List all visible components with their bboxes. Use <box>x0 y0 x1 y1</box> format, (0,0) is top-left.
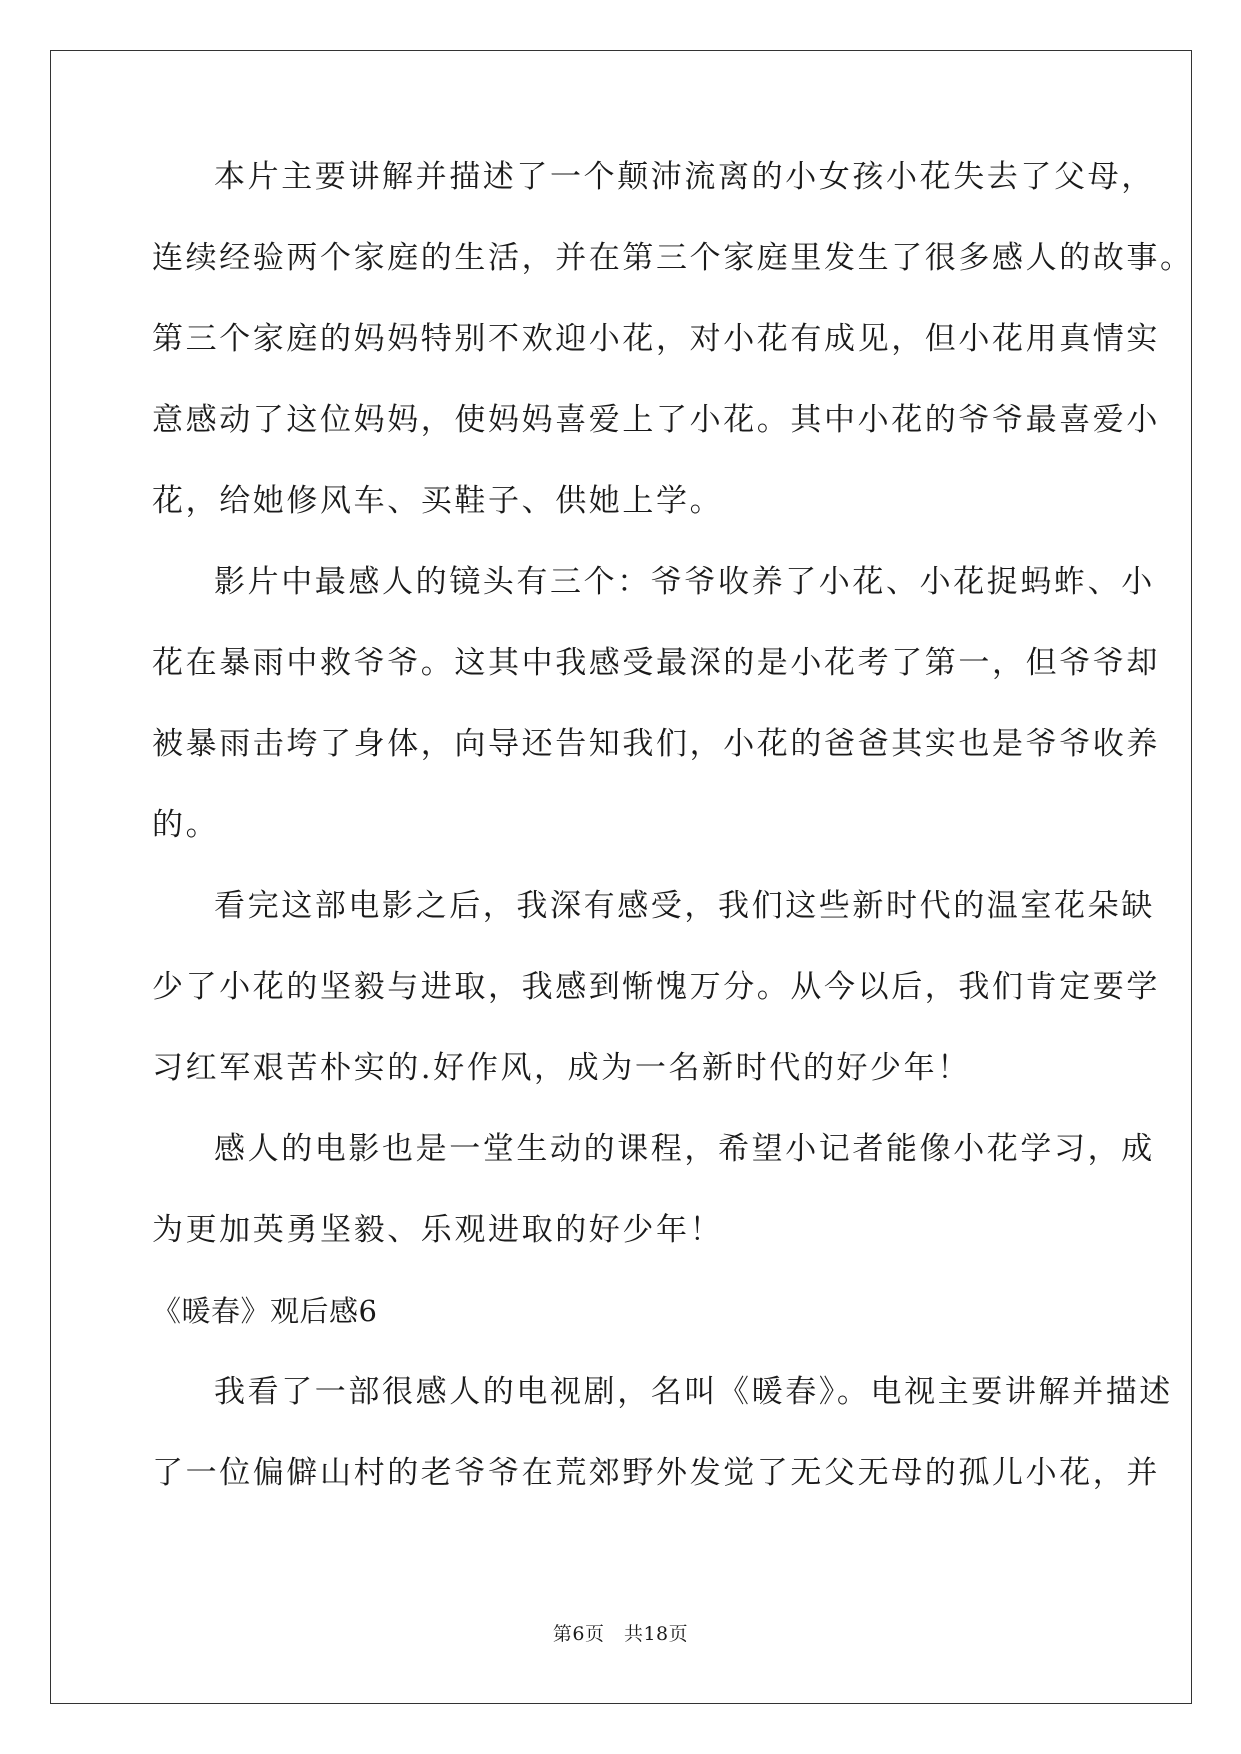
text-line: 意感动了这位妈妈，使妈妈喜爱上了小花。其中小花的爷爷最喜爱小 <box>152 402 1160 438</box>
text-line: 连续经验两个家庭的生活，并在第三个家庭里发生了很多感人的故事。 <box>152 240 1194 276</box>
text-line: 花，给她修风车、买鞋子、供她上学。 <box>152 483 724 519</box>
text-line: 影片中最感人的镜头有三个：爷爷收养了小花、小花捉蚂蚱、小 <box>214 564 1155 600</box>
text-line: 被暴雨击垮了身体，向导还告知我们，小花的爸爸其实也是爷爷收养 <box>152 726 1160 762</box>
text-line: 本片主要讲解并描述了一个颠沛流离的小女孩小花失去了父母， <box>214 159 1155 195</box>
text-line: 第三个家庭的妈妈特别不欢迎小花，对小花有成见，但小花用真情实 <box>152 321 1160 357</box>
text-line: 我看了一部很感人的电视剧，名叫《暖春》。电视主要讲解并描述 <box>214 1374 1173 1410</box>
document-body <box>152 159 1194 1539</box>
text-line: 了一位偏僻山村的老爷爷在荒郊野外发觉了无父无母的孤儿小花，并 <box>152 1455 1160 1491</box>
section-heading: 《暖春》观后感6 <box>152 1294 378 1328</box>
text-line: 花在暴雨中救爷爷。这其中我感受最深的是小花考了第一，但爷爷却 <box>152 645 1160 681</box>
text-line: 为更加英勇坚毅、乐观进取的好少年！ <box>152 1212 724 1248</box>
text-line: 看完这部电影之后，我深有感受，我们这些新时代的温室花朵缺 <box>214 888 1155 924</box>
text-line: 的。 <box>152 807 220 843</box>
page-number: 第6页 共18页 <box>552 1623 689 1645</box>
text-line: 习红军艰苦朴实的.好作风，成为一名新时代的好少年！ <box>152 1050 971 1086</box>
text-line: 少了小花的坚毅与进取，我感到惭愧万分。从今以后，我们肯定要学 <box>152 969 1160 1005</box>
text-line: 感人的电影也是一堂生动的课程，希望小记者能像小花学习，成 <box>214 1131 1155 1167</box>
